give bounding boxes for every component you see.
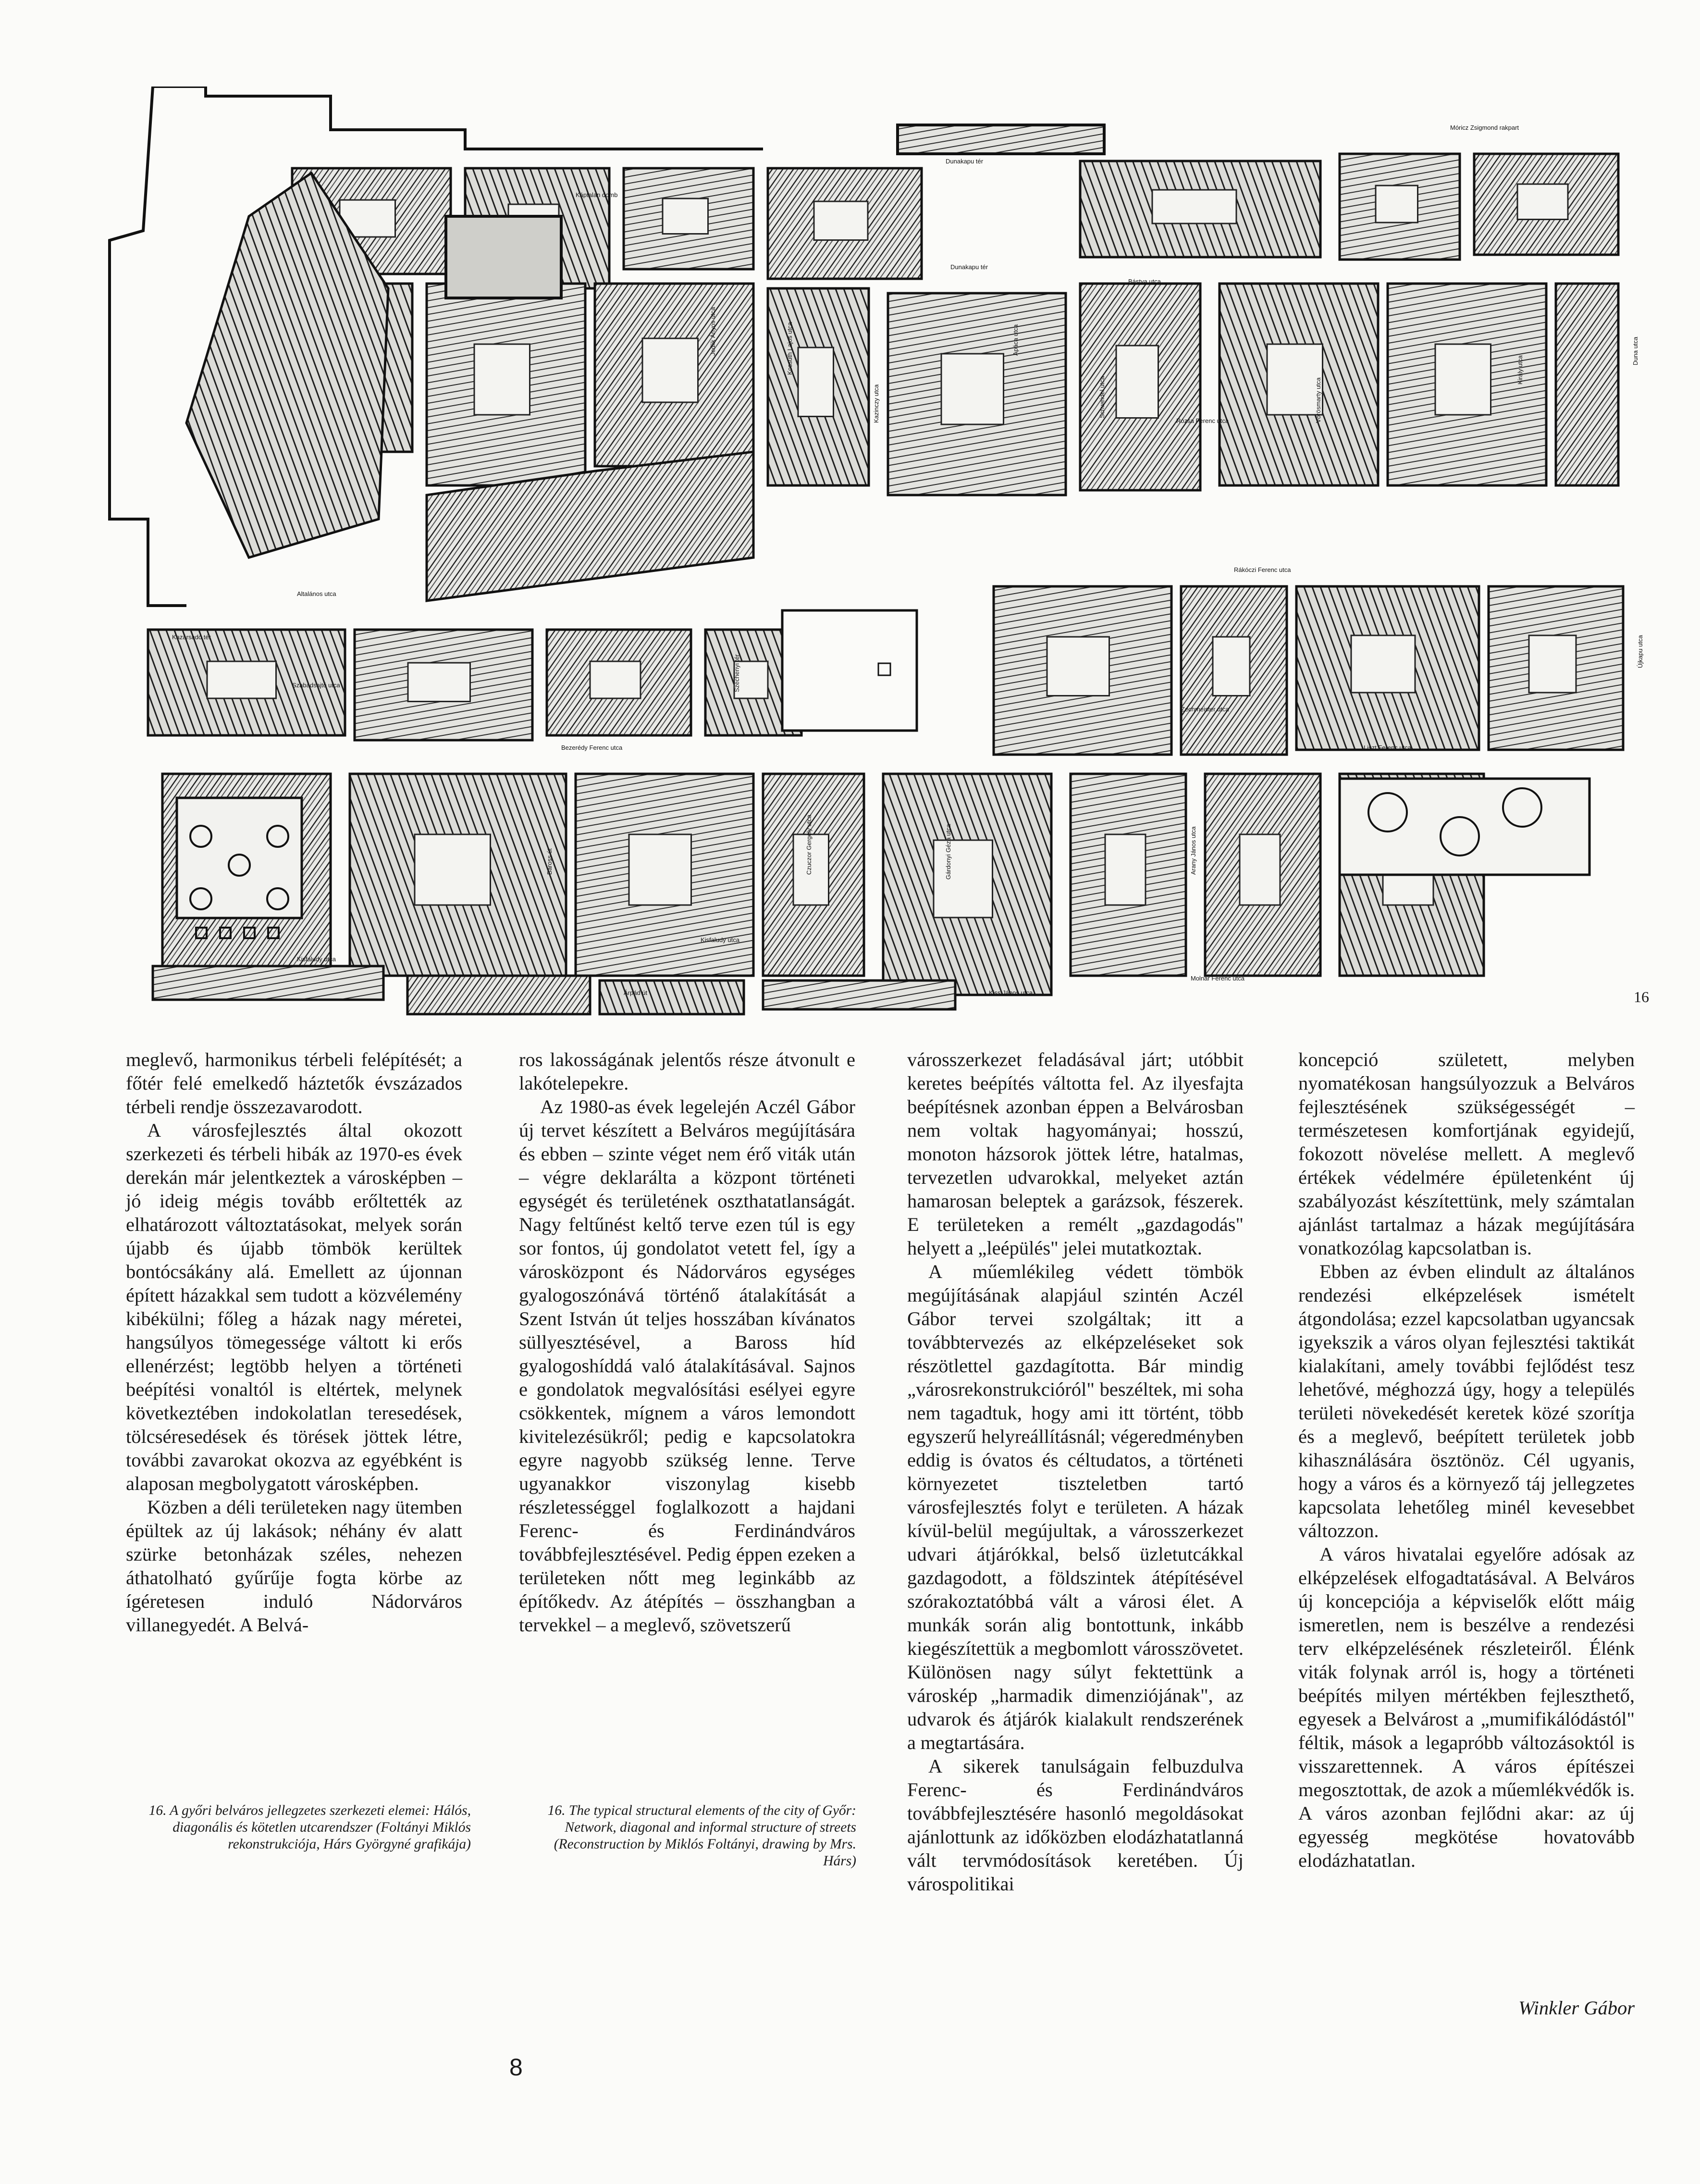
courtyard [207,661,276,698]
street-label: Rózsa Ferenc utca [1176,417,1229,424]
street-label: Jedlik Ányos utca [709,307,716,356]
paragraph: A város hivatalai egyelőre adósak az elképzelések elfogadtatásával. A Belváros új koncepciója a képviselők előtt máig ismeretlen, nem is beszélve a rendezési terv elképzelésének részleteiről. Élénk viták folynak arról is, hogy a történeti beépítés milyen mértékben fejleszthető, egyesek a Belvárost a „mumifikálódástól" féltik, mások a legapróbb változásoktól is visszarettennek. A város építészei megosztottak, de azok a műemlékvédők is. A város azonban fejlődni akar: az új egyesség megkötése hovatovább elodázhatatlan. [1298,1543,1635,1871]
courtyard [941,354,1004,424]
courtyard [1351,635,1415,693]
courtyard [934,840,993,918]
main-square [782,610,917,731]
park-block [1340,779,1589,875]
paragraph: A sikerek tanulságain felbuzdulva Ferenc- és Ferdinándváros továbbfejlesztésére hasonló megoldásokat ajánlottunk az időközben elodázhatatlanná vált tervmódosítások keretében. Új várospolitikai [907,1755,1244,1895]
figure-caption-english: 16. The typical structural elements of the city of Győr: Network, diagonal and informal structure of streets (Reconstruction by Miklós Foltányi, drawing by Mrs. Hárs) [547,1803,856,1869]
text-column-4 [1298,1048,1635,1872]
paragraph: koncepció született, melyben nyomatékosan hangsúlyozzuk a Belváros fejlesztésének szükségességét – természetesen komfortjának egyidejű, fokozott növelése mellett. A meglevő értékek védelmére épületenként új szabályozást készítettünk, mely számtalan ajánlást tartalmaz a házak megújítására vonatkozólag kapcsolatban is. [1298,1049,1635,1259]
paragraph: Ebben az évben elindult az általános rendezési elképzelések ismételt átgondolása; ezzel kapcsolatban ugyancsak igyekszik a város olyan fejlesztési taktikát kialakítani, amely további fejlődést tesz lehetővé, méghozzá úgy, hogy a település területi növekedését keretek közé szorítja és a meglevő, beépített területek jobb kihasználására ösztönöz. Cél ugyanis, hogy a város és a környező táj jellegzetes kapcsolata lehetőleg minél kevesebbet változzon. [1298,1261,1635,1541]
street-label: Rákóczi Ferenc utca [1234,566,1291,573]
street-label: Szabadsajtó utca [292,682,340,689]
street-label: Kisfaludy utca [701,936,739,943]
street-label: Király utca [1516,355,1524,385]
city-block [763,980,955,1009]
courtyard [415,834,491,905]
street-label: Vörösmarty utca [1315,377,1322,423]
courtyard [1152,190,1236,223]
paragraph: meglevő, harmonikus térbeli felépítését; a főtér felé emelkedő háztetők évszázados térbeli rendje összezavarodott. [126,1049,462,1117]
courtyard [1376,186,1418,223]
street-label: Apáca utca [1012,324,1019,356]
street-label: Duna utca [1632,336,1639,365]
street-label: Széchenyi tér [733,654,740,692]
courtyard [1517,184,1568,220]
paragraph: A városfejlesztés által okozott szerkezeti és térbeli hibák az 1970-es évek derekán már jelentkeztek a városképben – jó ideig mégis tovább erőltették az elhatározott változtatásokat, melyek során újabb és újabb tömbök kerültek bontócsákány alá. Emellett az újonnan épített házakkal sem tudott a közvélemény kibékülni; főleg a házak nagy méretei, hangsúlyos tömegessége váltott ki erős ellenérzést; legtöbb helyen a történeti beépítési vonaltól is eltértek, melynek következtében indokolatlan teresedések, tölcséresedések és törések jöttek létre, további zavarokat okozva az egyébként is alaposan megbolygatott városképben. [126,1119,462,1494]
courtyard [474,344,530,415]
text-column-2 [519,1048,855,1637]
paragraph: A műemlékileg védett tömbök megújításának alapjául szintén Aczél Gábor tervei szolgáltak; itt a továbbtervezés az elképzeléseket sok részötlettel gazdagította. Bár mindig „városrekonstrukcióról" beszéltek, mi soha nem tagadtuk, hogy ami itt történt, több egyszerű helyreállításnál; végeredményben eddig is óvatos és céltudatos, a történeti környezetet tiszteletben tartó városfejlesztés folyt e területen. A házak kívül-belül megújultak, a városszerkezet udvari átjárókkal, belső üzletutcákkal gazdagodott, a földszintek átépítésével szórakoztatóbbá vált a városi élet. A munkák során alig bontottunk, inkább kiegészítettük a megbomlott városszövetet. Különösen nagy súlyt fektettünk a városkép „harmadik dimenziójának", az udvarok és átjárók kialakult rendszerének a megtartására. [907,1261,1244,1753]
street-label: Újkapu utca [1637,635,1644,668]
street-label: Arany János utca [1190,826,1197,875]
city-block [407,976,590,1014]
paragraph: Közben a déli területeken nagy ütemben épültek az új lakások; néhány év alatt szürke betonházak széles, nehezen áthatolható gyűrűje fogta körbe az ígéretesen induló Nádorváros villanegyedét. A Belvá- [126,1496,462,1636]
courtyard [814,201,868,240]
street-label: Gárdonyi Géza utca [945,824,952,880]
street-label: Bezerédy Ferenc utca [561,744,623,751]
street-label: Kazinczy utca [873,384,880,423]
street-label: Kossuth Lajos utca [786,322,793,375]
city-map-figure [90,87,1662,1019]
figure-caption-hungarian: 16. A győri belváros jellegzetes szerkezeti elemei: Hálós, diagonális és kötetlen utcarendszer (Foltányi Miklós rekonstrukciója, Hárs Györgyné grafikája) [148,1803,471,1852]
courtyard [408,663,470,702]
courtyard [1047,637,1109,696]
author-signature: Winkler Gábor [1518,1997,1635,2019]
street-label: Dunakapu tér [950,263,988,271]
city-block [1556,284,1618,485]
street-label: Dunakapu tér [946,158,984,165]
street-label: Baross út [546,848,553,875]
text-column-1 [126,1048,462,1637]
courtyard [1435,344,1491,415]
figure-number: 16 [1634,988,1649,1005]
courtyard [590,661,641,698]
courtyard [1240,834,1280,905]
courtyard [1213,637,1250,696]
street-label: Zechmeister utca [1181,706,1229,713]
courtyard [629,834,691,905]
courtyard [1116,346,1158,418]
paragraph: Az 1980-as évek legelején Aczél Gábor új tervet készített a Belváros megújítására és ebben – szinte véget nem érő viták után – végre deklarálta a központ történeti egységét és területének oszthatatlanságát. Nagy feltűnést keltő terve ezen túl is egy sor fontos, új gondolatot vetett fel, így a városközpont és Nádorváros egységes gyalogoszónává történő átalakítását a Szent István út teljes hosszában kívánatos süllyesztésével, a Baross híd gyalogoshíddá való átalakításával. Sajnos e gondolatok megvalósítási esélyei egyre csökkentek, mígnem a város lemondott kivitelezésükről; pedig e kapcsolatokra egyre nagyobb szükség lenne. Terve ugyanakkor viszonylag kisebb részletességgel foglalkozott a hajdani Ferenc- és Ferdinándváros továbbfejlesztésével. Pedig éppen ezeken a területeken nőtt meg leginkább az építőkedv. Az átépítés – összhangban a tervekkel – a meglevő, szövetszerű [519,1096,855,1636]
paragraph: városszerkezet feladásával járt; utóbbit keretes beépítés váltotta fel. Az ilyesfajta beépítésnek azonban éppen a Belvárosban nem voltak hagyományai; hosszú, monoton házsorok jöttek létre, hatalmas, tervezetlen udvarokkal, melyeket aztán hamarosan beleptek a garázsok, fészerek. E területeken a remélt „gazdagodás" helyett a „leépülés" jelei mutatkoztak. [907,1049,1244,1259]
courtyard [798,347,834,417]
street-label: Káptalan domb [576,191,618,199]
street-label: Czuczor Gergely utca [805,815,813,875]
street-label: Móricz Zsigmond rakpart [1450,124,1519,131]
street-label: Liszt Ferenc utca [1364,744,1411,751]
street-label: Altalános utca [297,590,336,597]
courtyard [642,338,698,402]
street-label: Árpád út [624,989,648,996]
street-label: Kiss János utca [989,989,1033,996]
courtyard [1105,834,1146,905]
paragraph: ros lakosságának jelentős része átvonult e lakótelepekre. [519,1049,855,1094]
street-label: Schweidel utca [1098,376,1106,418]
text-column-3 [907,1048,1244,1896]
city-block [600,980,744,1014]
courtyard [1529,635,1576,693]
street-label: Bástya utca [1128,278,1161,285]
garden-block [177,798,302,918]
courtyard [663,199,708,234]
page-number: 8 [509,2054,523,2081]
cathedral [446,216,561,298]
bridge [898,125,1104,154]
street-label: Kazársadó tér [172,633,211,641]
street-label: Kisfaludy utca [297,956,336,963]
city-block [153,966,383,1000]
street-label: Molnár Ferenc utca [1191,975,1244,982]
